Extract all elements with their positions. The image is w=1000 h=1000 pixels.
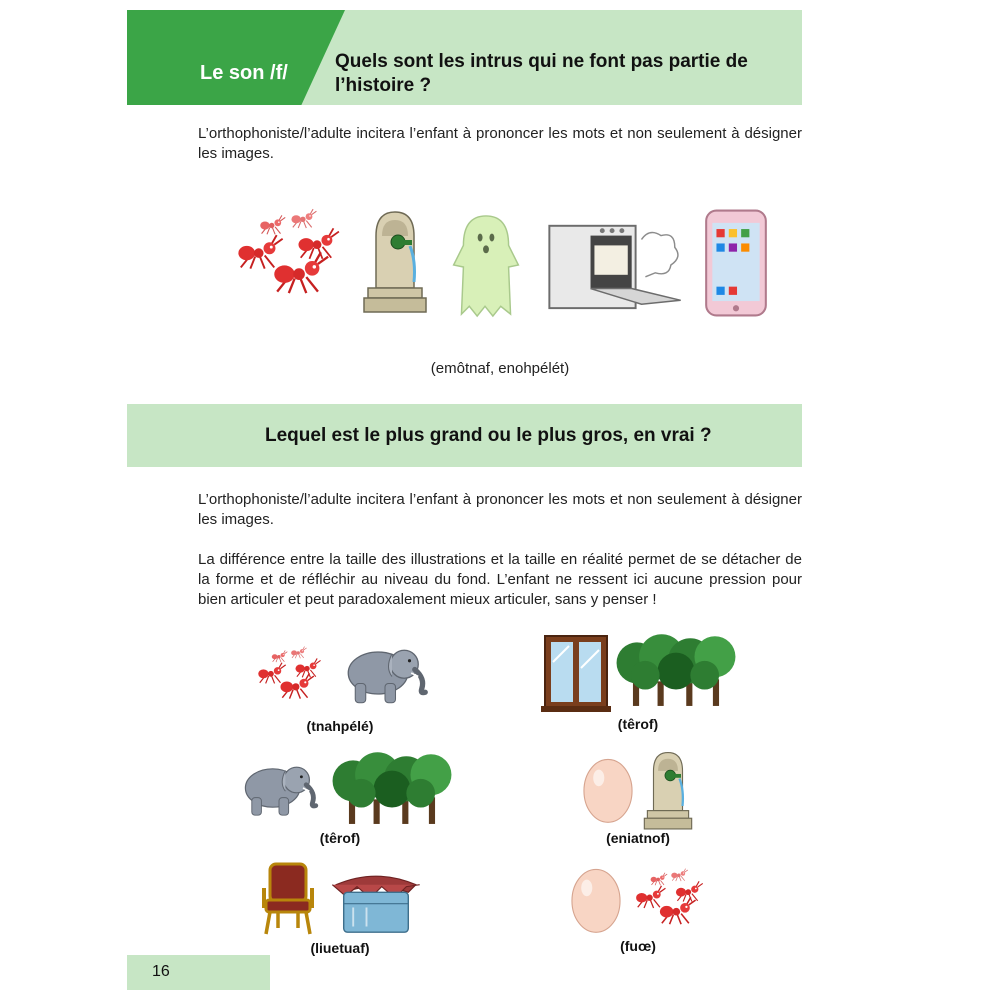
- section1-answer: (emôtnaf, enohpélét): [430, 360, 570, 377]
- window-icon: [540, 632, 612, 712]
- pair-caption: (têrof): [319, 830, 361, 846]
- page-number-bar: [127, 955, 270, 990]
- egg-icon: [568, 862, 624, 936]
- pair-caption: (liuetuaf): [310, 940, 370, 956]
- jam-jar-icon: [328, 860, 424, 936]
- egg-icon: [580, 752, 636, 826]
- ants-icon: [634, 868, 704, 930]
- fountain-icon: [356, 206, 434, 316]
- pair-caption: (fuœ): [620, 938, 656, 954]
- section2-title: Lequel est le plus grand ou le plus gros, en vrai ?: [265, 425, 712, 446]
- page-number: 16: [152, 963, 170, 980]
- section1-instruction: L’orthophoniste/l’adulte incitera l’enfant à prononcer les mots et non seulement à désigner les images.: [198, 125, 802, 162]
- armchair-icon: [258, 858, 318, 938]
- section1-label-tab: [127, 10, 345, 105]
- ghost-icon: [444, 212, 528, 320]
- section1-title: Quels sont les intrus qui ne font pas partie de l’histoire ?: [335, 51, 748, 96]
- section2-instruction: L’orthophoniste/l’adulte incitera l’enfant à prononcer les mots et non seulement à désigner les images.: [198, 491, 802, 528]
- forest-icon: [614, 626, 738, 708]
- elephant-icon: [234, 756, 324, 820]
- phone-icon: [700, 206, 772, 320]
- oven-icon: [544, 216, 688, 314]
- pair-caption: (tnahpélé): [306, 718, 374, 734]
- fountain-icon: [640, 748, 696, 832]
- ants-icon: [254, 646, 324, 704]
- forest-icon: [330, 744, 454, 826]
- elephant-icon: [340, 638, 430, 708]
- section2-explanation: La différence entre la taille des illustrations et la taille en réalité permet de se détacher de la forme et de réfléchir au niveau du fond. L’enfant ne ressent ici aucune pression pour bien articuler et peut paradoxalement mieux articuler, sans y penser !: [198, 551, 802, 608]
- sound-label: Le son /f/: [200, 62, 288, 84]
- ants-icon: [236, 206, 340, 304]
- pair-caption: (têrof): [617, 716, 659, 732]
- pair-caption: (eniatnof): [606, 830, 670, 846]
